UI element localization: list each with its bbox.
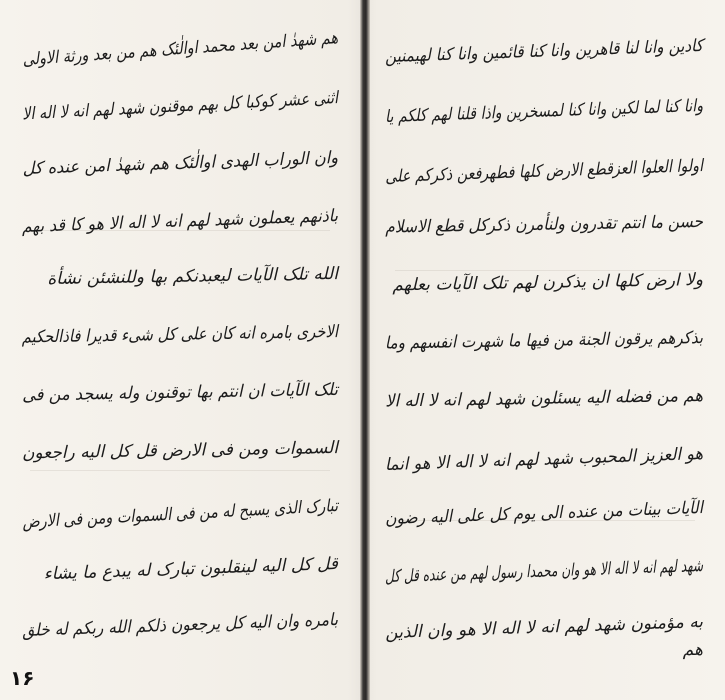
page-number: ۱۶ [10,666,35,690]
left-line: بامره وان الیه کل یرجعون ذلکم الله ربکم له خلق [21,610,339,642]
right-line: به مؤمنون شهد لهم انه لا اله الا هو وان الذین [384,612,704,644]
book-gutter [360,0,370,700]
left-line: الله تلک الآیات لیعبدنکم بها وللنشئن نشأة [47,264,339,290]
right-line: هو العزیز المحبوب شهد لهم انه لا اله الا هو انما [384,444,704,476]
left-line: الاخری بامره انه کان علی کل شیء قدیرا فاذالحکیم [21,322,339,348]
left-line: تلک الآیات ان انتم بها توقنون وله یسجد من فی [22,380,339,406]
left-line: السموات ومن فی الارض قل کل الیه راجعون [21,438,339,464]
right-line: ولا ارض کلها ان یذکرن لهم تلک الآیات بعلهم [392,270,704,296]
right-line: حسن ما انتم تقدرون ولنأمرن ذکرکل قطع الاسلام [385,212,704,238]
right-line: بذکرهم یرقون الجنة من فیها ما شهرت انفسهم وما [384,328,704,354]
left-line: اثنی عشر کوکبا کل بهم موقنون شهد لهم انه لا اله الا [21,88,339,125]
left-line: تبارک الذی یسبح له من فی السموات ومن فی الارض [21,496,339,533]
right-page [370,0,725,700]
right-line: هم [682,640,703,660]
left-line: هم شهدٰ امن بعد محمد اوالٰئک هم من بعد ورثة الاولی [21,28,339,71]
right-line: الآیات بینات من عنده الی یوم کل علی الیه رضون [384,498,704,530]
right-line: وانا کنا لما لکین وانا کنا لمسخرین واذا قلنا لهم کلکم یا [384,96,704,128]
right-line: اولوا العلوا العزقطع الارض کلها فطهرفعن ذکرکم علی [384,156,704,188]
right-line: هم من فضله الیه یسئلون شهد لهم انه لا اله الا [384,386,704,412]
left-line: قل کل الیه لینقلبون تبارک له یبدع ما یشاء [43,554,339,585]
left-line: باذنهم یعملون شهد لهم انه لا اله الا هو کا قد بهم [21,206,339,238]
right-line: کادین وانا لنا قاهرین وانا کنا قائمین وانا کنا لهیمنین [384,36,704,68]
left-page [0,0,360,700]
left-line: وان الوراب الهدی اوالٰئک هم شهدٰ امن عنده کل [22,148,339,180]
right-line: شهد لهم انه لا اله الا هو وان محمدا رسول لهم من عنده قل کل [384,556,704,588]
